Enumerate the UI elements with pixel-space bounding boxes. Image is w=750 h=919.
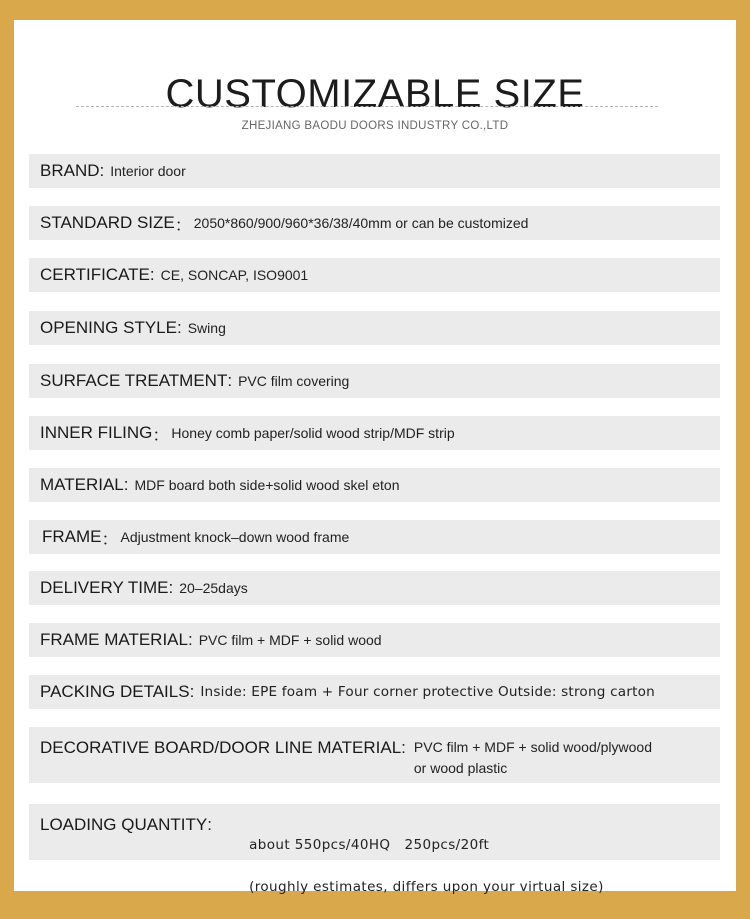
spec-separator: :	[401, 738, 406, 757]
spec-value: 20–25days	[179, 580, 248, 596]
spec-value: PVC film + MDF + solid wood	[198, 632, 382, 648]
spec-value: Adjustment knock–down wood frame	[120, 529, 350, 545]
spec-separator: :	[149, 265, 155, 284]
spec-row-surface-treatment	[29, 364, 720, 398]
spec-label: SURFACE TREATMENT	[40, 371, 228, 390]
spec-value	[221, 814, 604, 919]
spec-label: STANDARD SIZE	[40, 213, 175, 232]
spec-label: FRAME MATERIAL	[40, 630, 188, 649]
spec-separator: :	[123, 475, 129, 494]
spec-value: PVC film covering	[238, 373, 350, 389]
dashed-divider	[76, 106, 658, 107]
spec-row-frame-material	[29, 623, 720, 657]
spec-card	[14, 20, 736, 895]
spec-value: CE, SONCAP, ISO9001	[160, 267, 309, 283]
spec-row-inner-filing	[29, 416, 720, 450]
spec-separator: :	[99, 161, 105, 180]
spec-row-material	[29, 468, 720, 502]
spec-row-brand	[29, 154, 720, 188]
spec-separator: ：	[174, 215, 192, 235]
spec-separator: ：	[152, 425, 170, 445]
spec-label: BRAND	[40, 161, 100, 180]
page-title: CUSTOMIZABLE SIZE	[165, 72, 585, 116]
spec-label: OPENING STYLE	[40, 318, 177, 337]
spec-label: CERTIFICATE	[40, 265, 150, 284]
spec-label: LOADING QUANTITY	[40, 815, 208, 834]
spec-row-delivery-time	[29, 571, 720, 605]
spec-value-line: (roughly estimates, differs upon your virtual size)	[249, 879, 604, 895]
spec-value-line: PVC film + MDF + solid wood/plywood	[413, 739, 652, 755]
spec-value: Honey comb paper/solid wood strip/MDF strip	[171, 425, 455, 441]
spec-separator: ：	[101, 529, 119, 549]
spec-separator: :	[227, 371, 233, 390]
spec-value-line: about 550pcs/40HQ 250pcs/20ft	[249, 837, 490, 853]
company-name: ZHEJIANG BAODU DOORS INDUSTRY CO.,LTD	[241, 120, 509, 132]
spec-separator: :	[189, 682, 195, 701]
spec-row-decorative-board	[29, 727, 720, 783]
spec-label: DELIVERY TIME	[40, 578, 169, 597]
spec-separator: :	[168, 578, 174, 597]
spec-row-loading-quantity	[29, 804, 720, 895]
spec-label: DECORATIVE BOARD/DOOR LINE MATERIAL	[40, 738, 402, 757]
spec-label: MATERIAL	[40, 475, 124, 494]
spec-row-opening-style	[29, 311, 720, 345]
spec-value: 2050*860/900/960*36/38/40mm or can be customized	[193, 215, 529, 231]
spec-label: INNER FILING	[40, 423, 153, 442]
spec-row-frame	[29, 520, 720, 554]
spec-label: FRAME	[42, 527, 102, 546]
spec-separator: :	[187, 630, 193, 649]
spec-label: PACKING DETAILS	[40, 682, 190, 701]
spec-row-packing-details	[29, 675, 720, 709]
spec-value: Interior door	[110, 163, 186, 179]
spec-value-line: or wood plastic	[413, 760, 508, 776]
spec-separator: :	[207, 815, 212, 834]
spec-row-standard-size	[29, 206, 720, 240]
spec-value: Inside: EPE foam + Four corner protective Outside: strong carton	[200, 684, 655, 700]
spec-separator: :	[176, 318, 182, 337]
spec-value: MDF board both side+solid wood skel eton	[134, 477, 400, 493]
spec-value: Swing	[187, 320, 226, 336]
spec-row-certificate	[29, 258, 720, 292]
spec-value	[414, 737, 652, 779]
